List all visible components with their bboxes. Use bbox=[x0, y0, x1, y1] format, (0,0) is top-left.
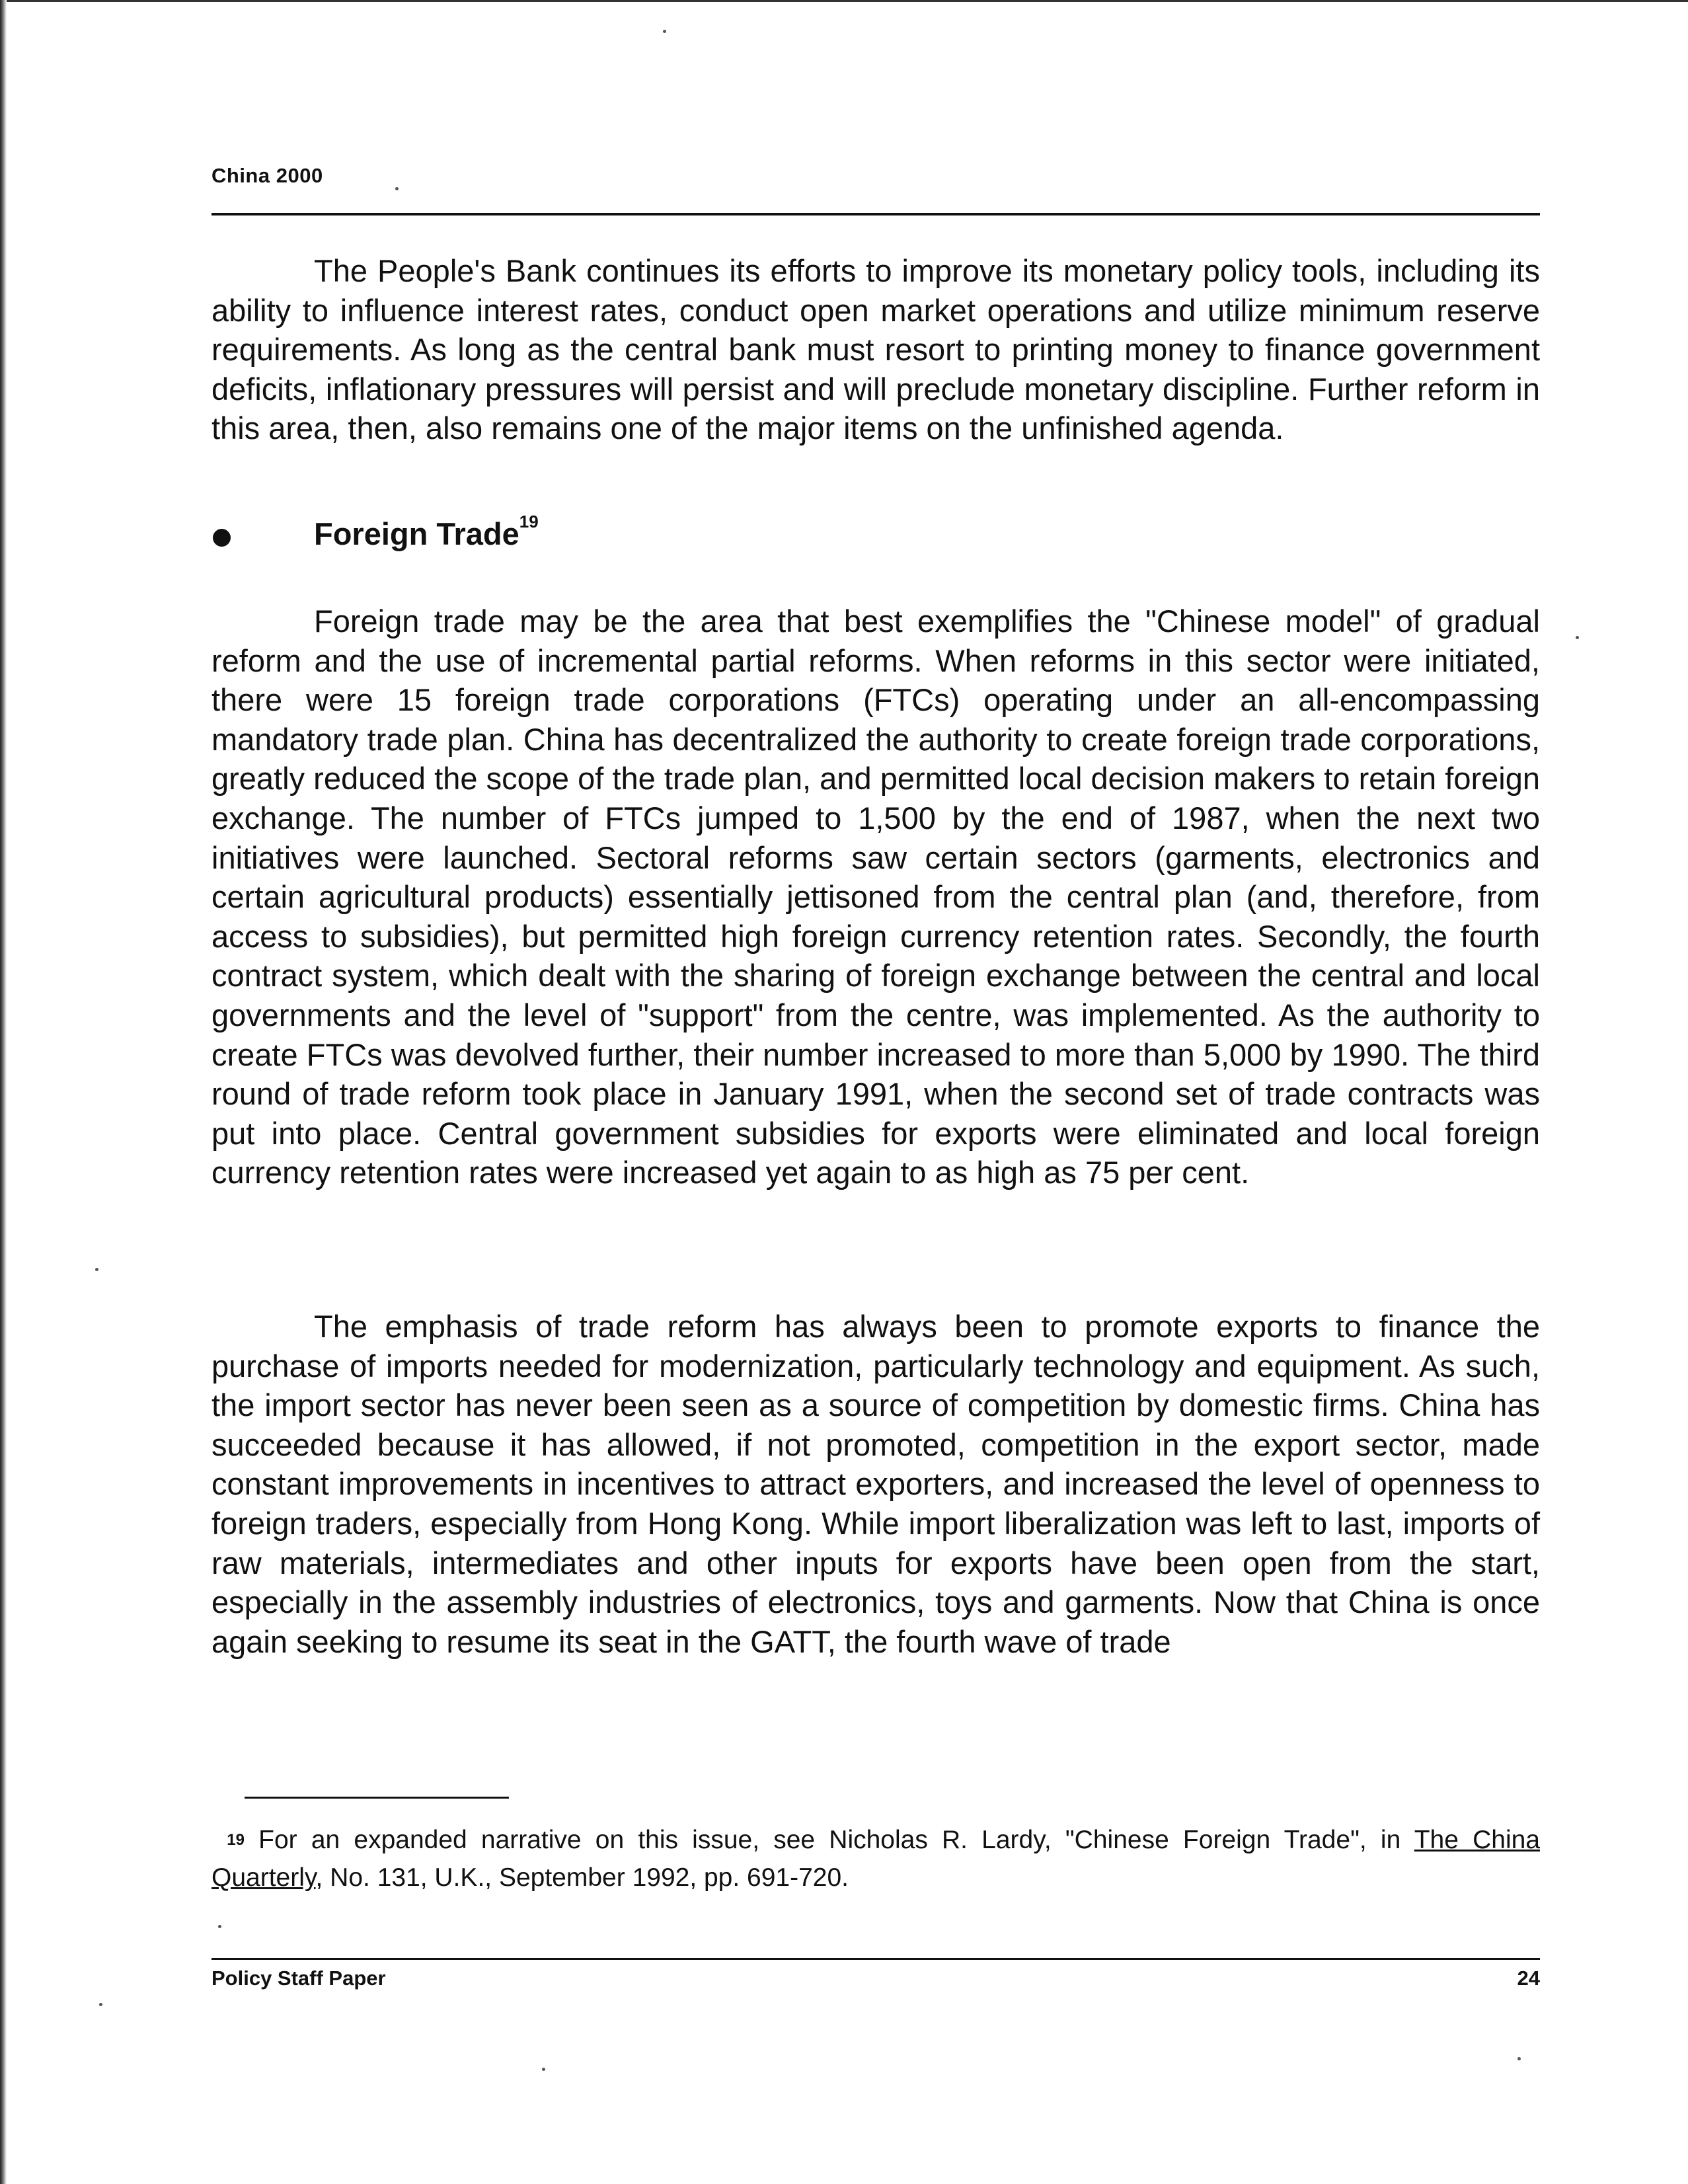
scan-speck bbox=[663, 30, 666, 33]
paragraph-trade-emphasis bbox=[211, 1307, 1540, 1661]
scan-speck bbox=[395, 187, 399, 190]
footer-rule bbox=[211, 1958, 1540, 1960]
footnote-mark: 19 bbox=[227, 1831, 245, 1849]
scan-speck bbox=[542, 2068, 545, 2071]
paragraph-text: The People's Bank continues its efforts to improve its monetary policy tools, including its ability to influence interest rates, conduct open market operations and utilize minimum reserve requirements. As long as the central bank must resort to printing money to finance government deficits, inflationary pressures will persist and will preclude monetary discipline. Further reform in this area, then, also remains one of the major items on the unfinished agenda. bbox=[211, 253, 1540, 446]
section-heading-label bbox=[314, 512, 539, 552]
footnote-text-before: For an expanded narrative on this issue, see Nicholas R. Lardy, "Chinese Foreign Trade", in bbox=[258, 1826, 1414, 1854]
footnote-text-after: , No. 131, U.K., September 1992, pp. 691-720. bbox=[315, 1863, 849, 1892]
footer-title: Policy Staff Paper bbox=[211, 1967, 386, 1990]
scan-speck bbox=[1576, 636, 1579, 639]
scan-speck bbox=[1517, 2057, 1521, 2060]
footnote-separator bbox=[245, 1797, 509, 1799]
document-page bbox=[211, 0, 1540, 2184]
bullet-icon bbox=[213, 529, 231, 547]
scan-speck bbox=[95, 1268, 98, 1271]
footnote-19 bbox=[211, 1821, 1540, 1896]
paragraph-text: The emphasis of trade reform has always been to promote exports to finance the purchase of imports needed for modernization, particularly technology and equipment. As such, the import sector has never been seen as a source of competition by domestic firms. China has succeeded because it has allowed, if not promoted, competition in the export sector, made constant improvements in incentives to attract exporters, and increased the level of openness to foreign traders, especially from Hong Kong. While import liberalization was left to last, imports of raw materials, intermediates and other inputs for exports have been open from the start, especially in the assembly industries of electronics, toys and garments. Now that China is once again seeking to resume its seat in the GATT, the fourth wave of trade bbox=[211, 1309, 1540, 1659]
footnote-journal-title: The China Quarterly bbox=[211, 1826, 1541, 1892]
running-title: China 2000 bbox=[211, 164, 323, 187]
paragraph-foreign-trade-reform bbox=[211, 602, 1540, 1192]
page-number: 24 bbox=[1517, 1967, 1540, 1990]
header-rule bbox=[211, 213, 1540, 215]
paragraph-monetary-policy bbox=[211, 251, 1540, 448]
scan-speck bbox=[218, 1925, 221, 1928]
footnote-reference: 19 bbox=[519, 512, 539, 531]
heading-text: Foreign Trade bbox=[314, 516, 519, 551]
paragraph-text: Foreign trade may be the area that best exemplifies the "Chinese model" of gradual reform and the use of incremental partial reforms. When reforms in this sector were initiated, there were 15 foreign trade corporations (FTCs) operating under an all-encompassing mandatory trade plan. China has decentralized the authority to create foreign trade corporations, greatly reduced the scope of the trade plan, and permitted local decision makers to retain foreign exchange. The number of FTCs jumped to 1,500 by the end of 1987, when the next two initiatives were launched. Sectoral reforms saw certain sectors (garments, electronics and certain agricultural products) essentially jettisoned from the central plan (and, therefore, from access to subsidies), but permitted high foreign currency retention rates. Secondly, the fourth contract system, which dealt with the sharing of foreign exchange between the central and local governments and the level of "support" from the centre, was implemented. As the authority to create FTCs was devolved further, their number increased to more than 5,000 by 1990. The third round of trade reform took place in January 1991, when the second set of trade contracts was put into place. Central government subsidies for exports were eliminated and local foreign currency retention rates were increased yet again to as high as 75 per cent. bbox=[211, 604, 1540, 1190]
scan-speck bbox=[99, 2003, 102, 2006]
scan-binding-edge bbox=[0, 0, 7, 2184]
